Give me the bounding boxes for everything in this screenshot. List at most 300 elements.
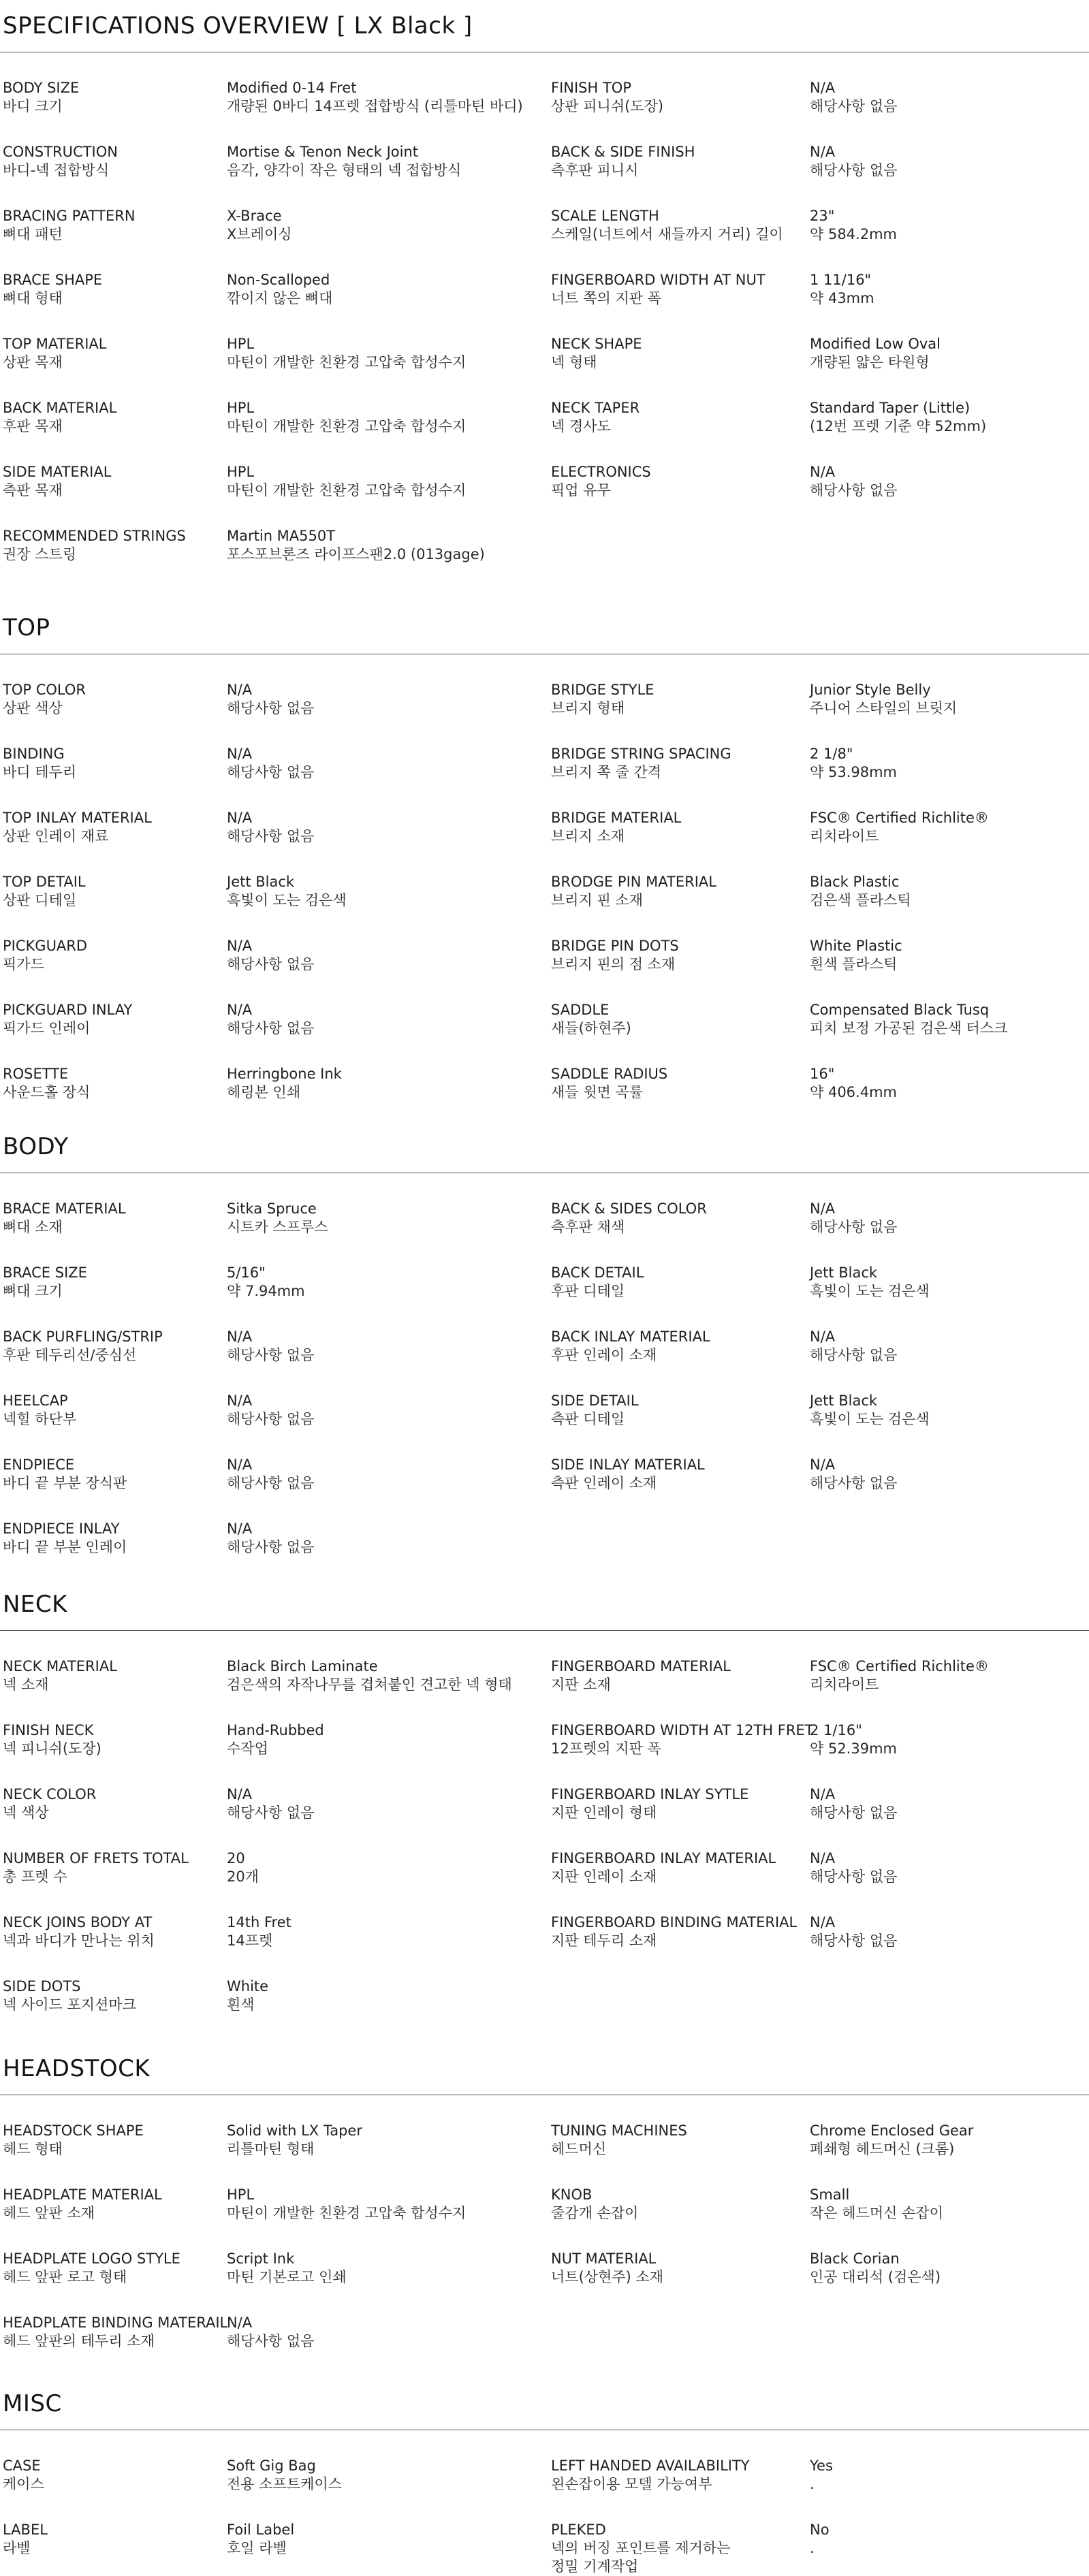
spec-value-en: N/A bbox=[810, 1457, 836, 1473]
spec-label-en: TOP DETAIL bbox=[3, 874, 86, 890]
spec-value-ko: 해당사항 없음 bbox=[810, 1347, 898, 1363]
spec-label-en: BINDING bbox=[3, 746, 65, 762]
spec-value-ko: 흑빛이 도는 검은색 bbox=[810, 1283, 930, 1299]
spec-label bbox=[3, 271, 102, 308]
spec-value-en: 2 1/8" bbox=[810, 746, 853, 762]
spec-label bbox=[551, 1913, 797, 1950]
spec-label bbox=[551, 1001, 631, 1038]
spec-value-en: White bbox=[227, 1978, 269, 1994]
spec-value-en: Jett Black bbox=[810, 1393, 878, 1409]
spec-value bbox=[810, 1456, 897, 1493]
spec-value-en: Chrome Enclosed Gear bbox=[810, 2122, 974, 2139]
spec-label-en: NECK SHAPE bbox=[551, 336, 642, 352]
spec-value-ko: 해당사항 없음 bbox=[810, 1219, 898, 1235]
spec-value-ko: 해당사항 없음 bbox=[227, 2333, 315, 2349]
spec-label-ko: 뼈대 패턴 bbox=[3, 226, 63, 242]
spec-label bbox=[551, 2186, 638, 2223]
spec-label bbox=[551, 1657, 731, 1694]
spec-label-en: ENDPIECE INLAY bbox=[3, 1521, 120, 1537]
spec-value-ko: 해당사항 없음 bbox=[810, 482, 898, 498]
spec-label-ko: 지판 인레이 소재 bbox=[551, 1869, 657, 1885]
spec-label bbox=[551, 79, 663, 116]
spec-value-en: N/A bbox=[810, 464, 836, 480]
spec-label bbox=[551, 1328, 710, 1365]
spec-label-en: LEFT HANDED AVAILABILITY bbox=[551, 2458, 750, 2474]
spec-value-en: N/A bbox=[227, 1457, 253, 1473]
spec-value-ko: 작은 헤드머신 손잡이 bbox=[810, 2205, 943, 2221]
spec-label-en: HEADPLATE BINDING MATERAIL bbox=[3, 2315, 228, 2331]
spec-label-en: PICKGUARD INLAY bbox=[3, 1002, 133, 1018]
spec-label bbox=[3, 1200, 126, 1237]
spec-value-ko: (12번 프렛 기준 약 52mm) bbox=[810, 418, 987, 434]
spec-label bbox=[551, 143, 695, 180]
spec-value bbox=[227, 809, 314, 846]
spec-value-en: Yes bbox=[810, 2458, 833, 2474]
spec-label-ko: 지판 인레이 형태 bbox=[551, 1804, 657, 1821]
spec-label-en: TUNING MACHINES bbox=[551, 2122, 687, 2139]
spec-label-en: NECK TAPER bbox=[551, 400, 640, 416]
section-title: HEADSTOCK bbox=[3, 2055, 151, 2082]
spec-value-en: HPL bbox=[227, 400, 255, 416]
spec-value bbox=[227, 1657, 512, 1694]
spec-label-ko: 넥 형태 bbox=[551, 354, 597, 370]
spec-label bbox=[3, 2186, 162, 2223]
spec-value-en: 16" bbox=[810, 1066, 835, 1082]
spec-value-en: White Plastic bbox=[810, 938, 902, 954]
spec-value bbox=[810, 1001, 1007, 1038]
spec-value-ko: 해당사항 없음 bbox=[227, 1020, 315, 1036]
spec-label-en: FINISH NECK bbox=[3, 1722, 94, 1738]
spec-value-ko: 14프렛 bbox=[227, 1933, 273, 1949]
spec-value-en: Non-Scalloped bbox=[227, 272, 330, 288]
spec-label-ko: 권장 스트링 bbox=[3, 546, 77, 562]
spec-label bbox=[551, 937, 679, 974]
spec-value bbox=[227, 681, 314, 718]
spec-value-ko: 음각, 양각이 작은 형태의 넥 접합방식 bbox=[227, 162, 462, 178]
spec-label bbox=[551, 463, 651, 500]
spec-label-en: LABEL bbox=[3, 2522, 48, 2538]
spec-value bbox=[227, 2521, 294, 2558]
spec-value-en: Foil Label bbox=[227, 2522, 295, 2538]
spec-label bbox=[3, 1520, 127, 1557]
spec-value bbox=[227, 527, 485, 564]
spec-value-en: Soft Gig Bag bbox=[227, 2458, 316, 2474]
spec-label-en: TOP COLOR bbox=[3, 682, 86, 698]
spec-label bbox=[551, 1849, 776, 1886]
spec-label-en: PLEKED bbox=[551, 2522, 606, 2538]
spec-label-ko: 새들 윗면 곡률 bbox=[551, 1084, 644, 1100]
spec-value bbox=[227, 1849, 259, 1886]
spec-label bbox=[551, 1456, 705, 1493]
spec-value-en: Standard Taper (Little) bbox=[810, 400, 970, 416]
spec-value-ko: 해당사항 없음 bbox=[810, 1869, 898, 1885]
spec-value-en: N/A bbox=[227, 746, 253, 762]
spec-label-en: BRIDGE PIN DOTS bbox=[551, 938, 679, 954]
spec-value-ko: 깎이지 않은 뼈대 bbox=[227, 290, 333, 306]
spec-value-ko: 흑빛이 도는 검은색 bbox=[227, 892, 347, 908]
spec-label-en: PICKGUARD bbox=[3, 938, 88, 954]
spec-value-en: Black Plastic bbox=[810, 874, 900, 890]
spec-value-ko: 수작업 bbox=[227, 1740, 268, 1757]
spec-label-en: SADDLE bbox=[551, 1002, 610, 1018]
spec-label-ko: 뼈대 크기 bbox=[3, 1283, 63, 1299]
spec-label-ko: 브리지 쪽 줄 간격 bbox=[551, 764, 662, 780]
spec-label bbox=[3, 1456, 127, 1493]
spec-label-en: BACK PURFLING/STRIP bbox=[3, 1329, 163, 1345]
spec-label bbox=[551, 1065, 667, 1102]
spec-value-en: Small bbox=[810, 2187, 850, 2203]
spec-value-ko: 해당사항 없음 bbox=[227, 956, 315, 972]
spec-label-ko: 브리지 핀 소재 bbox=[551, 892, 644, 908]
spec-label bbox=[551, 271, 766, 308]
spec-label-en: HEELCAP bbox=[3, 1393, 68, 1409]
spec-value bbox=[810, 1392, 930, 1429]
spec-value-en: Modified Low Oval bbox=[810, 336, 941, 352]
spec-value bbox=[227, 399, 466, 436]
spec-label-ko: 사운드홀 장식 bbox=[3, 1084, 91, 1100]
spec-label-en: BRIDGE STRING SPACING bbox=[551, 746, 731, 762]
spec-value-en: N/A bbox=[227, 1521, 253, 1537]
spec-label-ko: 상판 인레이 재료 bbox=[3, 828, 109, 844]
spec-value-en: X-Brace bbox=[227, 208, 282, 224]
spec-value-ko: X브레이싱 bbox=[227, 226, 292, 242]
spec-label-ko: 12프렛의 지판 폭 bbox=[551, 1740, 661, 1757]
spec-value bbox=[810, 1785, 897, 1822]
spec-value-en: 1 11/16" bbox=[810, 272, 872, 288]
spec-label-ko: 후판 목재 bbox=[3, 418, 63, 434]
spec-label-ko: 상판 목재 bbox=[3, 354, 63, 370]
spec-value-en: Jett Black bbox=[810, 1265, 878, 1281]
spec-label-en: TOP MATERIAL bbox=[3, 336, 107, 352]
spec-value-en: N/A bbox=[227, 1002, 253, 1018]
spec-label bbox=[3, 1264, 87, 1301]
spec-label-ko: 왼손잡이용 모델 가능여부 bbox=[551, 2476, 712, 2492]
spec-value-ko: 해당사항 없음 bbox=[810, 1804, 898, 1821]
spec-label-ko: 새들(하현주) bbox=[551, 1020, 631, 1036]
spec-label bbox=[551, 1200, 707, 1237]
spec-value bbox=[810, 79, 897, 116]
spec-value bbox=[227, 1456, 314, 1493]
spec-value bbox=[810, 937, 902, 974]
spec-label bbox=[551, 809, 681, 846]
spec-value bbox=[810, 1913, 897, 1950]
spec-value-en: 14th Fret bbox=[227, 1914, 291, 1930]
spec-label-ko: 측후판 채색 bbox=[551, 1219, 625, 1235]
spec-value bbox=[810, 2250, 941, 2287]
spec-value bbox=[810, 2457, 833, 2494]
spec-value bbox=[227, 1520, 314, 1557]
spec-value-ko: 리치라이트 bbox=[810, 828, 879, 844]
spec-value-ko: 약 53.98mm bbox=[810, 764, 897, 780]
spec-label-ko: 헤드 앞판 소재 bbox=[3, 2205, 95, 2221]
spec-label-en: BRACE SIZE bbox=[3, 1265, 87, 1281]
spec-label-en: CASE bbox=[3, 2458, 41, 2474]
spec-label-ko: 뼈대 소재 bbox=[3, 1219, 63, 1235]
spec-value bbox=[227, 1200, 328, 1237]
spec-value bbox=[810, 1264, 930, 1301]
spec-label-ko: 픽업 유무 bbox=[551, 482, 611, 498]
spec-label-en: SADDLE RADIUS bbox=[551, 1066, 668, 1082]
spec-value bbox=[810, 2521, 830, 2558]
spec-label-ko: 바디 크기 bbox=[3, 98, 63, 114]
spec-label-en: HEADSTOCK SHAPE bbox=[3, 2122, 144, 2139]
spec-label-ko: 헤드머신 bbox=[551, 2141, 607, 2157]
spec-value-en: Black Corian bbox=[810, 2251, 900, 2267]
spec-label-en: SIDE MATERIAL bbox=[3, 464, 112, 480]
spec-label bbox=[551, 1721, 814, 1758]
spec-label-en: BRACE MATERIAL bbox=[3, 1200, 126, 1217]
spec-label-ko: 넥 색상 bbox=[3, 1804, 49, 1821]
spec-label-en: NECK COLOR bbox=[3, 1786, 97, 1802]
spec-label-en: BRIDGE STYLE bbox=[551, 682, 654, 698]
spec-label-ko: 넥과 바디가 만나는 위치 bbox=[3, 1933, 155, 1949]
spec-value bbox=[227, 1913, 291, 1950]
spec-value bbox=[810, 873, 911, 910]
spec-label-en: TOP INLAY MATERIAL bbox=[3, 810, 152, 826]
spec-value-ko: 해당사항 없음 bbox=[227, 1347, 315, 1363]
spec-value bbox=[810, 2186, 943, 2223]
spec-label-ko: 헤드 앞판 로고 형태 bbox=[3, 2269, 127, 2285]
spec-value-en: HPL bbox=[227, 2187, 255, 2203]
spec-label-ko: 측판 인레이 소재 bbox=[551, 1475, 657, 1491]
spec-label bbox=[3, 207, 136, 244]
spec-value bbox=[227, 1785, 314, 1822]
spec-value-en: N/A bbox=[810, 1200, 836, 1217]
spec-value-ko: 해당사항 없음 bbox=[227, 1539, 315, 1555]
spec-value-ko: 마틴이 개발한 친환경 고압축 합성수지 bbox=[227, 354, 467, 370]
spec-value-en: HPL bbox=[227, 464, 255, 480]
spec-label bbox=[3, 2250, 180, 2287]
spec-value bbox=[810, 271, 874, 308]
spec-value-en: Jett Black bbox=[227, 874, 295, 890]
spec-label-ko: 넥 피니쉬(도장) bbox=[3, 1740, 101, 1757]
spec-value-ko: 전용 소프트케이스 bbox=[227, 2476, 342, 2492]
spec-value bbox=[810, 809, 989, 846]
spec-label bbox=[3, 1065, 90, 1102]
spec-value bbox=[227, 2186, 466, 2223]
spec-value-en: Black Birch Laminate bbox=[227, 1658, 378, 1674]
spec-label bbox=[3, 143, 118, 180]
spec-value-en: N/A bbox=[227, 938, 253, 954]
spec-label-en: FINGERBOARD INLAY MATERIAL bbox=[551, 1850, 776, 1866]
spec-value-en: N/A bbox=[227, 682, 253, 698]
spec-value bbox=[810, 1065, 897, 1102]
spec-value-ko: 리틀마틴 형태 bbox=[227, 2141, 315, 2157]
spec-label-ko: 바디 테두리 bbox=[3, 764, 77, 780]
spec-label bbox=[551, 1264, 644, 1301]
spec-label-en: BODY SIZE bbox=[3, 80, 80, 96]
spec-value bbox=[810, 1328, 897, 1365]
spec-label-en: BACK INLAY MATERIAL bbox=[551, 1329, 710, 1345]
spec-label-ko: 후판 인레이 소재 bbox=[551, 1347, 657, 1363]
spec-label bbox=[3, 463, 111, 500]
spec-label-en: NUT MATERIAL bbox=[551, 2251, 657, 2267]
spec-value-ko: 해당사항 없음 bbox=[227, 700, 315, 716]
spec-label-ko: 상판 색상 bbox=[3, 700, 63, 716]
spec-value-ko: 20개 bbox=[227, 1869, 259, 1885]
spec-label-ko: 스케일(너트에서 새들까지 거리) 길이 bbox=[551, 226, 783, 242]
spec-value-ko: 마틴 기본로고 인쇄 bbox=[227, 2269, 347, 2285]
spec-label-en: NECK JOINS BODY AT bbox=[3, 1914, 153, 1930]
spec-value bbox=[227, 207, 292, 244]
spec-label bbox=[551, 1785, 748, 1822]
spec-value bbox=[227, 143, 461, 180]
spec-value-en: N/A bbox=[227, 1786, 253, 1802]
spec-label-en: NECK MATERIAL bbox=[3, 1658, 117, 1674]
spec-value-en: Solid with LX Taper bbox=[227, 2122, 362, 2139]
spec-value bbox=[227, 2314, 314, 2351]
spec-label-ko: 지판 테두리 소재 bbox=[551, 1933, 657, 1949]
spec-value bbox=[810, 143, 897, 180]
section-divider bbox=[0, 1630, 1089, 1631]
spec-label-en: ROSETTE bbox=[3, 1066, 69, 1082]
spec-label-ko: 케이스 bbox=[3, 2476, 44, 2492]
spec-label bbox=[3, 1849, 189, 1886]
spec-value-en: Junior Style Belly bbox=[810, 682, 931, 698]
spec-label-ko: 너트 쪽의 지판 폭 bbox=[551, 290, 662, 306]
spec-label-ko: 넥 소재 bbox=[3, 1676, 49, 1693]
spec-label bbox=[3, 745, 76, 782]
spec-label bbox=[551, 681, 654, 718]
spec-label bbox=[3, 2457, 44, 2494]
spec-label-ko: 브리지 형태 bbox=[551, 700, 625, 716]
spec-value-en: FSC® Certified Richlite® bbox=[810, 810, 989, 826]
spec-value-en: Martin MA550T bbox=[227, 528, 336, 544]
spec-value bbox=[227, 937, 314, 974]
spec-label-en: FINGERBOARD INLAY SYTLE bbox=[551, 1786, 749, 1802]
spec-value-en: 23" bbox=[810, 208, 835, 224]
spec-label bbox=[3, 2521, 48, 2558]
spec-label-en: FINGERBOARD MATERIAL bbox=[551, 1658, 731, 1674]
spec-label-en: HEADPLATE LOGO STYLE bbox=[3, 2251, 180, 2267]
spec-label-ko: 픽가드 인레이 bbox=[3, 1020, 91, 1036]
spec-label-en: FINGERBOARD BINDING MATERIAL bbox=[551, 1914, 798, 1930]
spec-label-en: HEADPLATE MATERIAL bbox=[3, 2187, 162, 2203]
spec-value-en: N/A bbox=[810, 1850, 836, 1866]
spec-label-ko-cont: 정밀 기계작업 bbox=[551, 2558, 639, 2575]
spec-label bbox=[3, 1913, 155, 1950]
section-title: NECK bbox=[3, 1591, 67, 1618]
section-title: BODY bbox=[3, 1133, 69, 1160]
spec-label-ko: 바디-넥 접합방식 bbox=[3, 162, 110, 178]
spec-label-en: SIDE DETAIL bbox=[551, 1393, 639, 1409]
spec-label-ko: 브리지 핀의 점 소재 bbox=[551, 956, 676, 972]
spec-value bbox=[810, 335, 941, 372]
spec-value bbox=[810, 745, 897, 782]
spec-value-ko: 마틴이 개발한 친환경 고압축 합성수지 bbox=[227, 482, 467, 498]
spec-value-ko: 개량된 0바디 14프렛 접합방식 (리틀마틴 바디) bbox=[227, 98, 523, 114]
spec-label bbox=[551, 335, 642, 372]
spec-value bbox=[227, 79, 523, 116]
spec-label-en: BACK & SIDE FINISH bbox=[551, 144, 695, 160]
spec-value-en: Sitka Spruce bbox=[227, 1200, 317, 1217]
spec-label-ko: 측판 디테일 bbox=[551, 1411, 625, 1427]
spec-value-en: N/A bbox=[227, 2315, 253, 2331]
spec-label-en: BACK MATERIAL bbox=[3, 400, 117, 416]
spec-value-ko: 흑빛이 도는 검은색 bbox=[810, 1411, 930, 1427]
spec-label bbox=[551, 207, 783, 244]
spec-value bbox=[810, 1657, 989, 1694]
spec-value bbox=[227, 1264, 305, 1301]
spec-value-en: N/A bbox=[810, 1329, 836, 1345]
section-title: MISC bbox=[3, 2390, 62, 2417]
spec-value bbox=[227, 1065, 342, 1102]
spec-label-ko: 측판 목재 bbox=[3, 482, 63, 498]
spec-label bbox=[3, 809, 152, 846]
spec-label bbox=[551, 1392, 639, 1429]
spec-value-en: N/A bbox=[810, 1914, 836, 1930]
spec-value-en: 5/16" bbox=[227, 1265, 266, 1281]
spec-value-ko: 헤링본 인쇄 bbox=[227, 1084, 301, 1100]
spec-value-ko: 해당사항 없음 bbox=[810, 1475, 898, 1491]
spec-value bbox=[810, 463, 897, 500]
spec-label-ko: 바디 끝 부분 인레이 bbox=[3, 1539, 127, 1555]
spec-value-en: Hand-Rubbed bbox=[227, 1722, 324, 1738]
spec-value-ko: 약 43mm bbox=[810, 290, 874, 306]
spec-label bbox=[3, 79, 79, 116]
spec-value-en: N/A bbox=[227, 810, 253, 826]
spec-label-en: BRIDGE MATERIAL bbox=[551, 810, 682, 826]
spec-label-en: FINISH TOP bbox=[551, 80, 631, 96]
spec-value-ko: 검은색의 자작나무를 겹쳐붙인 견고한 넥 형태 bbox=[227, 1676, 512, 1693]
spec-value-en: HPL bbox=[227, 336, 255, 352]
spec-value-ko: 마틴이 개발한 친환경 고압축 합성수지 bbox=[227, 2205, 467, 2221]
spec-label-en: CONSTRUCTION bbox=[3, 144, 118, 160]
spec-label bbox=[3, 937, 87, 974]
spec-value-ko: 호일 라벨 bbox=[227, 2540, 287, 2556]
spec-value bbox=[227, 2250, 347, 2287]
spec-value bbox=[227, 1977, 268, 2014]
spec-value-ko: 해당사항 없음 bbox=[227, 828, 315, 844]
spec-value bbox=[227, 1001, 314, 1038]
spec-label-ko: 너트(상현주) 소재 bbox=[551, 2269, 664, 2285]
spec-value-ko: 마틴이 개발한 친환경 고압축 합성수지 bbox=[227, 418, 467, 434]
spec-label bbox=[3, 2122, 144, 2159]
section-title: SPECIFICATIONS OVERVIEW [ LX Black ] bbox=[3, 12, 473, 39]
spec-label-en: BACK & SIDES COLOR bbox=[551, 1200, 707, 1217]
spec-value-ko: 해당사항 없음 bbox=[810, 98, 898, 114]
spec-label-en: BACK DETAIL bbox=[551, 1265, 644, 1281]
spec-value-ko: 약 7.94mm bbox=[227, 1283, 305, 1299]
spec-value bbox=[810, 1721, 897, 1758]
spec-label-en: ELECTRONICS bbox=[551, 464, 651, 480]
spec-label bbox=[3, 2314, 227, 2351]
spec-label-en: BRACE SHAPE bbox=[3, 272, 103, 288]
spec-value bbox=[810, 1849, 897, 1886]
spec-label-ko: 줄감개 손잡이 bbox=[551, 2205, 639, 2221]
spec-value bbox=[227, 335, 466, 372]
spec-value-en: No bbox=[810, 2522, 830, 2538]
spec-value-en: N/A bbox=[227, 1393, 253, 1409]
spec-value-en: 2 1/16" bbox=[810, 1722, 862, 1738]
spec-label-ko: 후판 디테일 bbox=[551, 1283, 625, 1299]
spec-value-en: FSC® Certified Richlite® bbox=[810, 1658, 989, 1674]
spec-value-ko: 해당사항 없음 bbox=[227, 1475, 315, 1491]
spec-label-ko: 브리지 소재 bbox=[551, 828, 625, 844]
spec-label bbox=[3, 681, 86, 718]
spec-value-ko: 인공 대리석 (검은색) bbox=[810, 2269, 941, 2285]
spec-value bbox=[810, 399, 986, 436]
spec-value-ko: 해당사항 없음 bbox=[227, 764, 315, 780]
spec-label bbox=[551, 2250, 663, 2287]
spec-label-en: SIDE DOTS bbox=[3, 1978, 81, 1994]
spec-value-ko: . bbox=[810, 2540, 815, 2556]
spec-label bbox=[551, 745, 731, 782]
spec-value-en: N/A bbox=[810, 144, 836, 160]
spec-value-ko: 해당사항 없음 bbox=[810, 1933, 898, 1949]
spec-label-ko: 헤드 앞판의 테두리 소재 bbox=[3, 2333, 155, 2349]
spec-value bbox=[227, 2122, 362, 2159]
